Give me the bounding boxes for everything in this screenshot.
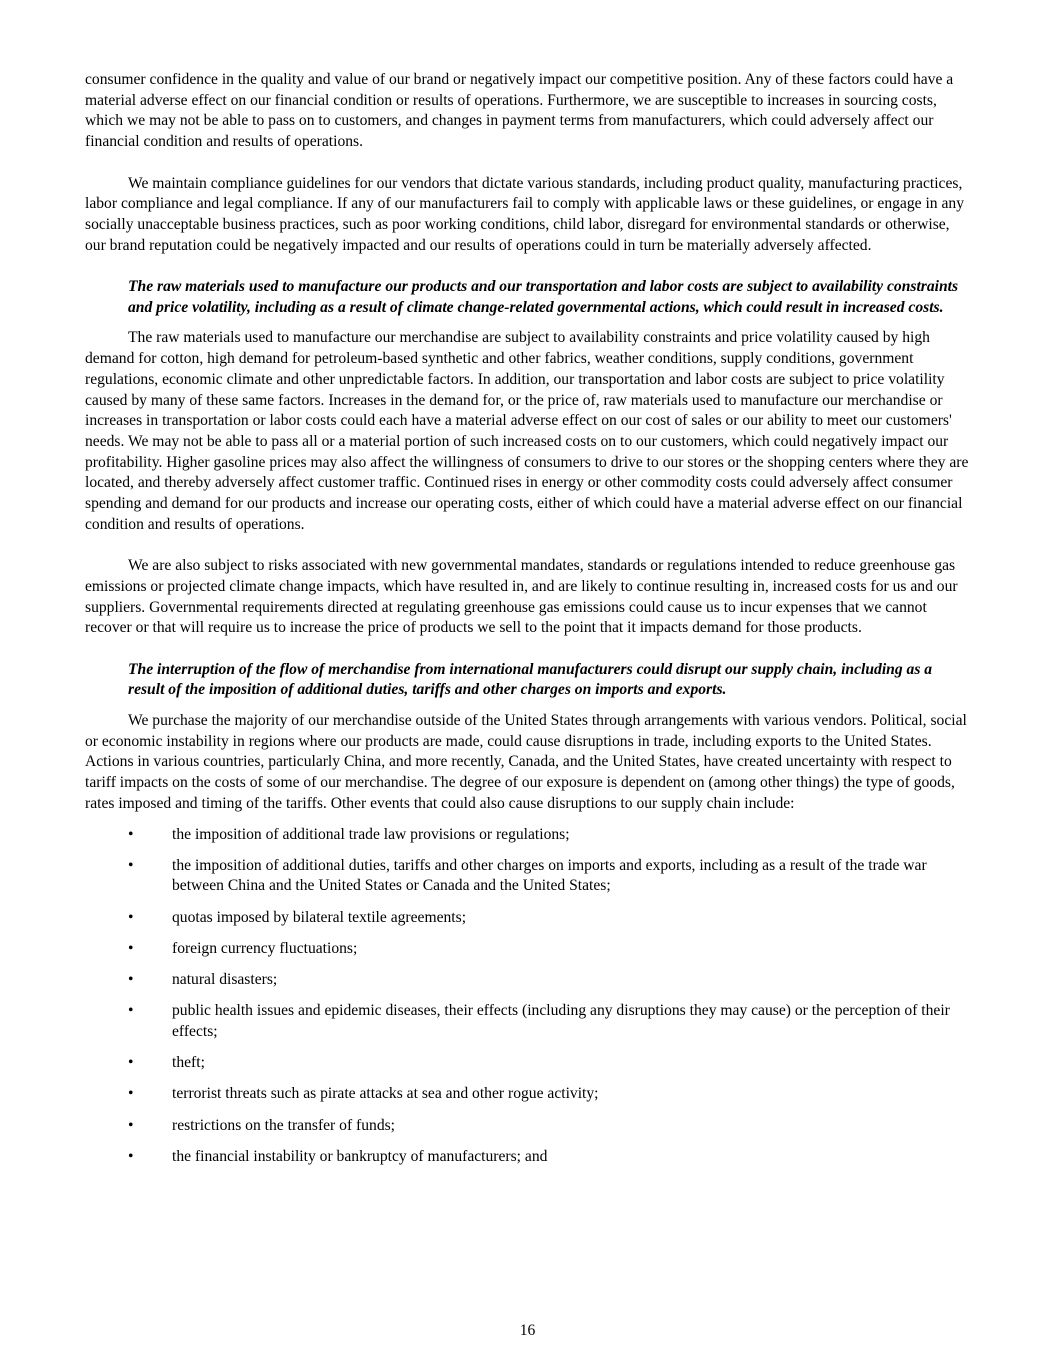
paragraph-raw-materials: The raw materials used to manufacture our merchandise are subject to availability constraints and price volatility caused by high demand for cotton, high demand for petroleum-based synthetic and other fabrics, weather conditions, supply conditions, government regulations, economic climate and other unpredictable factors. In addition, our transportation and labor costs are subject to price volatility caused by many of these same factors. Increases in the demand for, or the price of, raw materials used to manufacture our merchandise or increases in transportation or labor costs could each have a material adverse effect on our cost of sales or our ability to meet our customers' needs. We may not be able to pass all or a material portion of such increased costs on to our customers, which could negatively impact our profitability. Higher gasoline prices may also affect the willingness of consumers to drive to our stores or the shopping centers where they are located, and thereby adversely affect customer traffic. Continued rises in energy or other commodity costs could adversely affect consumer spending and demand for our products and increase our operating costs, either of which could have a material adverse effect on our financial condition and results of operations. [85,329,969,533]
list-item-text: the imposition of additional trade law provisions or regulations; [172,825,570,843]
bullet-marker: • [128,856,134,874]
list-item-text: restrictions on the transfer of funds; [172,1116,396,1134]
list-item-text: terrorist threats such as pirate attacks at sea and other rogue activity; [172,1085,599,1103]
bullet-marker: • [128,971,134,989]
list-item [85,1053,970,1074]
bullet-marker: • [128,1054,134,1072]
list-item-text: the imposition of additional duties, tariffs and other charges on imports and exports, including as a result of the trade war between China and the United States or Canada and the United States; [172,856,927,895]
list-item [85,970,970,991]
section-heading-raw-materials: The raw materials used to manufacture our products and our transportation and labor costs are subject to availability constraints and price volatility, including as a result of climate change-related governmental actions, which could result in increased costs. [128,278,959,316]
page-number: 16 [519,1322,536,1339]
list-item [85,1084,970,1105]
supply-chain-risk-list [85,825,970,1168]
bullet-marker: • [128,1147,134,1165]
list-item-text: theft; [172,1054,205,1072]
list-item [85,908,970,929]
list-item [85,1116,970,1137]
list-item-text: foreign currency fluctuations; [172,939,358,957]
list-item-text: natural disasters; [172,971,278,989]
list-item-text: quotas imposed by bilateral textile agreements; [172,908,467,926]
bullet-marker: • [128,908,134,926]
paragraph-brand-confidence: consumer confidence in the quality and value of our brand or negatively impact our competitive position. Any of these factors could have a material adverse effect on our financial condition or results of operations. Furthermore, we are susceptible to increases in sourcing costs, which we may not be able to pass on to customers, and changes in payment terms from manufacturers, which could adversely affect our financial condition and results of operations. [85,71,954,151]
paragraph-vendor-compliance: We maintain compliance guidelines for our vendors that dictate various standards, including product quality, manufacturing practices, labor compliance and legal compliance. If any of our manufacturers fail to comply with applicable laws or these guidelines, or engage in any socially unacceptable business practices, such as poor working conditions, child labor, disregard for environmental standards or otherwise, our brand reputation could be negatively impacted and our results of operations could in turn be materially adversely affected. [85,174,964,254]
section-heading-merchandise-flow: The interruption of the flow of merchandise from international manufacturers could disrupt our supply chain, including as a result of the imposition of additional duties, tariffs and other charges on imports and exports. [128,660,933,699]
bullet-marker: • [128,1085,134,1103]
document-page [85,70,970,1178]
list-item-text: public health issues and epidemic diseases, their effects (including any disruptions they may cause) or the perception of their effects; [172,1002,950,1040]
list-item-text: the financial instability or bankruptcy of manufacturers; and [172,1147,548,1165]
list-item [85,939,970,960]
list-item [85,1001,970,1042]
paragraph-climate-regulations: We are also subject to risks associated with new governmental mandates, standards or regulations intended to reduce greenhouse gas emissions or projected climate change impacts, which have resulted in, and are likely to continue resulting in, increased costs for us and our suppliers. Governmental requirements directed at regulating greenhouse gas emissions could cause us to incur expenses that we cannot recover or that will require us to increase the price of products we sell to the point that it impacts demand for those products. [85,557,958,637]
bullet-marker: • [128,1116,134,1134]
bullet-marker: • [128,939,134,957]
list-item [85,856,970,897]
list-item [85,825,970,846]
bullet-marker: • [128,825,134,843]
paragraph-international-purchasing: We purchase the majority of our merchandise outside of the United States through arrangements with various vendors. Political, social or economic instability in regions where our products are made, could cause disruptions in trade, including exports to the United States. Actions in various countries, particularly China, and more recently, Canada, and the United States, have created uncertainty with respect to tariff impacts on the costs of some of our merchandise. The degree of our exposure is dependent on (among other things) the type of goods, rates imposed and timing of the tariffs. Other events that could also cause disruptions to our supply chain include: [85,712,967,812]
bullet-marker: • [128,1002,134,1020]
list-item [85,1147,970,1168]
